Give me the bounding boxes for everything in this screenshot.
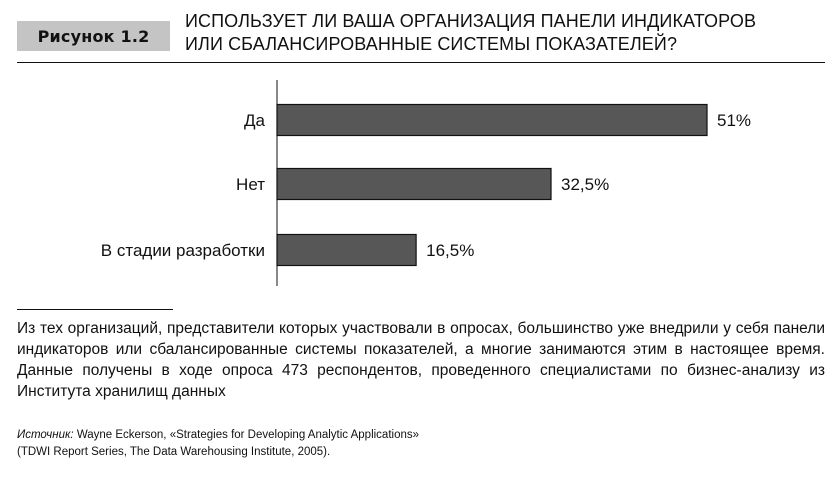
category-label-2: В стадии разработки: [100, 241, 265, 260]
figure-source: [17, 427, 825, 461]
bar-chart: [0, 80, 840, 295]
source-label: Источник:: [17, 429, 74, 441]
note-divider: [17, 309, 173, 310]
figure-title-line-2: ИЛИ СБАЛАНСИРОВАННЫЕ СИСТЕМЫ ПОКАЗАТЕЛЕЙ?: [185, 34, 678, 54]
figure-title-line-1: ИСПОЛЬЗУЕТ ЛИ ВАША ОРГАНИЗАЦИЯ ПАНЕЛИ ИНДИКАТОРОВ: [185, 11, 757, 31]
value-label-1: 32,5%: [561, 175, 610, 194]
source-line-2: (TDWI Report Series, The Data Warehousing Institute, 2005).: [17, 446, 331, 458]
bar-2: [277, 235, 416, 266]
figure-label: Рисунок 1.2: [17, 21, 170, 51]
category-label-1: Нет: [236, 175, 265, 194]
figure-title: [185, 10, 825, 56]
category-label-0: Да: [244, 111, 265, 130]
bar-1: [277, 169, 551, 200]
bar-0: [277, 105, 707, 136]
source-citation: Wayne Eckerson, «Strategies for Developing Analytic Applications»: [76, 429, 420, 441]
figure-note: Из тех организаций, представители которых участвовали в опросах, большинство уже внедрили у себя панели индикаторов или сбалансированные системы показателей, а многие занимаются этим в настоящее время. Данные получены в ходе опроса 473 респондентов, проведенного специалистами по бизнес-анализу из Института хранилищ данных: [17, 320, 825, 400]
value-label-2: 16,5%: [426, 241, 475, 260]
header-divider: [17, 62, 825, 63]
source-line-1: [17, 427, 825, 444]
value-label-0: 51%: [717, 111, 752, 130]
